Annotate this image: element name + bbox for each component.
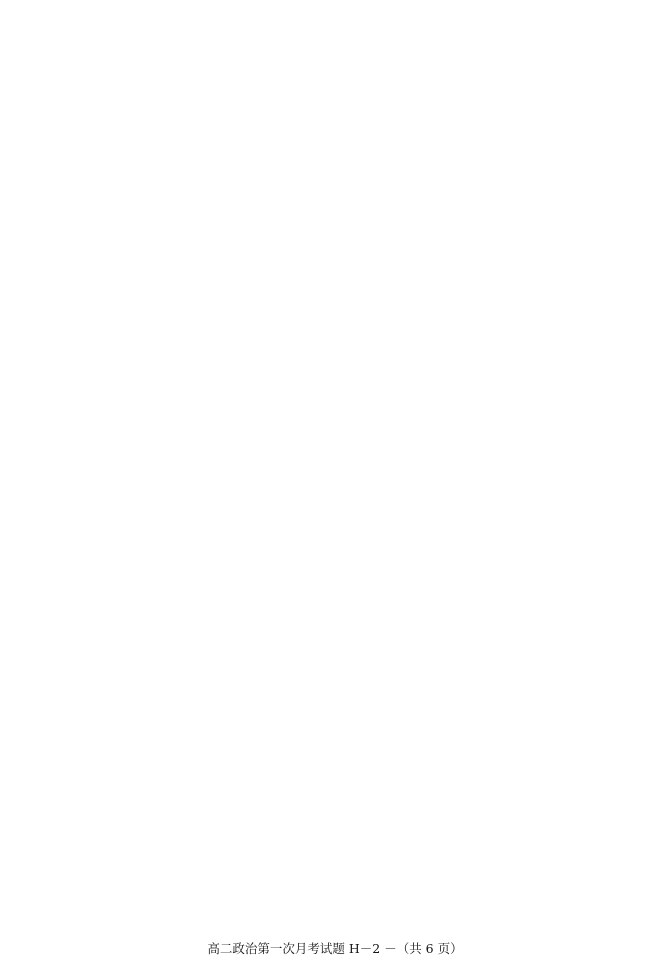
page-footer: 高二政治第一次月考试题 H－2 －（共 6 页） bbox=[207, 941, 463, 956]
